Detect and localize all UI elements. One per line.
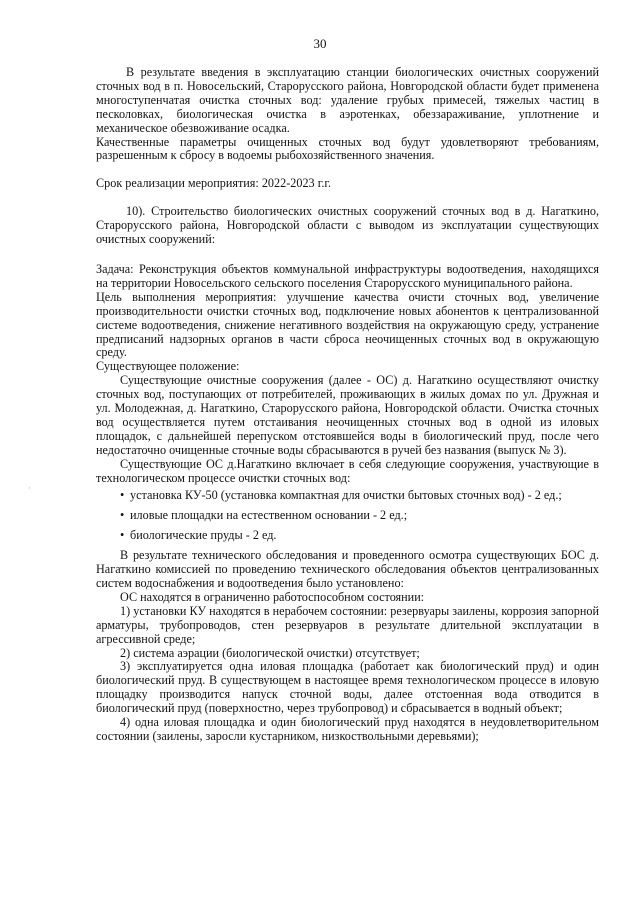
document-body — [96, 66, 599, 744]
facilities-list — [96, 489, 599, 543]
list-item — [96, 509, 599, 523]
list-item-text: иловые площадки на естественном основании - 2 ед.; — [130, 508, 408, 523]
finding-3: 3) эксплуатируется одна иловая площадка (работает как биологический пруд) и один биологический пруд. В существующем в настоящее время технологическом процессе в иловую площадку производится напуск сточной воды, далее отстоенная вода отводится в биологический пруд (поверхностно, через трубопровод) и сбрасывается в водный объект; — [96, 659, 599, 716]
margin-mark: · — [28, 483, 31, 493]
paragraph-task: Задача: Реконструкция объектов коммунальной инфраструктуры водоотведения, находящихся на территории Новосельского сельского поселения Старорусского муниципального района. — [96, 261, 599, 290]
page-number: 30 — [313, 36, 327, 51]
bullet-icon: • — [120, 508, 125, 523]
paragraph-inspection: В результате технического обследования и проведенного осмотра существующих БОС д. Нагаткино комиссией по проведению технического обследования объектов централизованных систем водоснабжения и водоотведения было установлено: — [96, 548, 599, 590]
finding-1: 1) установки КУ находятся в нерабочем состоянии: резервуары заилены, коррозия запорной арматуры, трубопроводов, стен резервуаров в результате длительной эксплуатации в агрессивной среде; — [96, 603, 599, 646]
paragraph-intro: В результате введения в эксплуатацию станции биологических очистных сооружений сточных вод в п. Новосельский, Старорусского района, Новгородской области будет применена многоступенчатая очистка сточных вод: удаление грубых примесей, тяжелых частиц в песколовках, биологическая очистка в аэротенках, обеззараживание, уплотнение и механическое обезвоживание осадка. — [96, 65, 599, 135]
paragraph-existing-os: Существующие очистные сооружения (далее - ОС) д. Нагаткино осуществляют очистку сточных вод, поступающих от потребителей, проживающих в жилых домах по ул. Дружная и ул. Молодежная, д. Нагаткино, Старорусского района, Новгородской области. Очистка сточных вод осуществляется путем отстаивания неочищенных сточных вод в одной из иловых площадок, с дальнейшей перепуском отстоявшейся воды в биологический пруд, после чего недостаточно очищенные сточные воды сбрасываются в ручей без названия (выпуск № 3). — [96, 373, 599, 457]
bullet-icon: • — [120, 488, 125, 503]
list-item-text: установка КУ-50 (установка компактная для очистки бытовых сточных вод) - 2 ед.; — [130, 488, 562, 503]
paragraph-goal: Цель выполнения мероприятия: улучшение качества очисти сточных вод, увеличение производительности очистки сточных вод, подключение новых абонентов к централизованной системе водоотведения, снижение негативного воздействия на окружающую среду, устранение предписаний надзорных органов в части сброса неочищенных сточных вод в окружающую среду. — [96, 289, 599, 360]
list-item — [96, 489, 599, 503]
list-item-text: биологические пруды - 2 ед. — [130, 528, 277, 543]
finding-4: 4) одна иловая площадка и один биологический пруд находятся в неудовлетворительном состоянии (заилены, заросли кустарником, низкоствольными деревьями); — [96, 715, 599, 743]
bullet-icon: • — [120, 528, 125, 543]
paragraph-limited-state: ОС находятся в ограниченно работоспособном состоянии: — [120, 589, 425, 604]
list-item — [96, 529, 599, 543]
finding-2: 2) система аэрации (биологической очистки) отсутствует; — [120, 645, 420, 660]
paragraph-quality: Качественные параметры очищенных сточных вод будут удовлетворяют требованиям, разрешенным к сбросу в водоемы рыбохозяйственного значения. — [96, 134, 599, 163]
paragraph-composition: Существующие ОС д.Нагаткино включает в себя следующие сооружения, участвующие в технологическом процессе очистки сточных вод: — [96, 456, 599, 485]
paragraph-deadline: Срок реализации мероприятия: 2022-2023 г.г. — [96, 176, 332, 191]
paragraph-item-10: 10). Строительство биологических очистных сооружений сточных вод в д. Нагаткино, Старорусского района, Новгородской области с выводом из эксплуатации существующих очистных сооружений: — [96, 204, 599, 247]
paragraph-existing-heading: Существующее положение: — [96, 359, 240, 374]
